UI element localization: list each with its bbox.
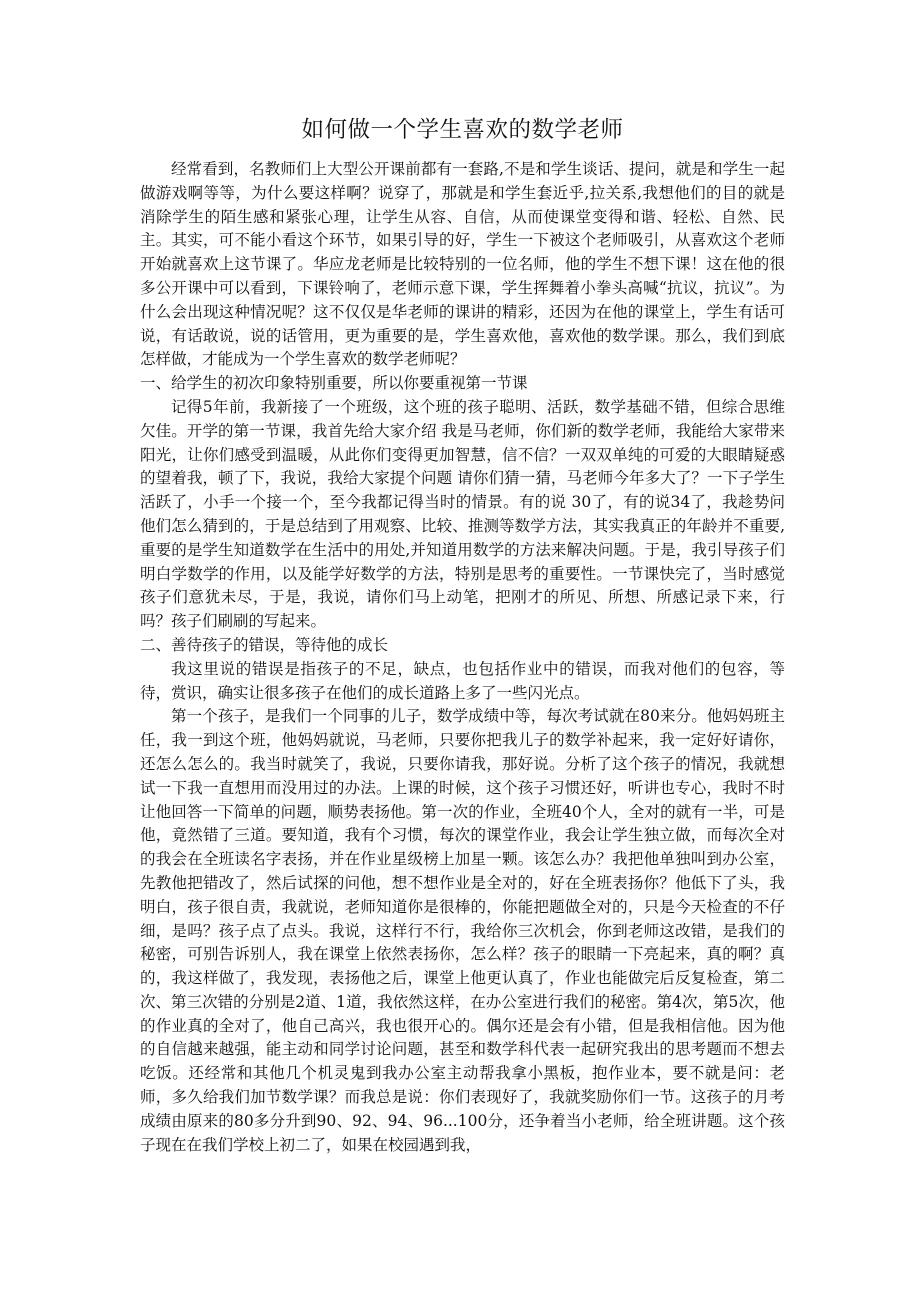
section-heading-1: 一、给学生的初次印象特别重要，所以你要重视第一节课 <box>140 374 528 393</box>
section-2-intro-paragraph: 我这里说的错误是指孩子的不足，缺点，也包括作业中的错误，而我对他们的包容，等待，赏识，确实让很多孩子在他们的成长道路上多了一些闪光点。 <box>140 659 785 702</box>
section-heading-2: 二、善待孩子的错误，等待他的成长 <box>140 635 389 654</box>
document-title: 如何做一个学生喜欢的数学老师 <box>301 117 624 143</box>
document-page <box>140 112 785 1157</box>
intro-paragraph: 经常看到，名教师们上大型公开课前都有一套路,不是和学生谈话、提问，就是和学生一起做游戏啊等等，为什么要这样啊？说穿了，那就是和学生套近乎,拉关系,我想他们的目的就是消除学生的陌生感和紧张心理，让学生从容、自信，从而使课堂变得和谐、轻松、自然、民主。其实，可不能小看这个环节，如果引导的好，学生一下被这个老师吸引，从喜欢这个老师开始就喜欢上这节课了。华应龙老师是比较特别的一位名师，他的学生不想下课！这在他的很多公开课中可以看到，下课铃响了，老师示意下课，学生挥舞着小拳头高喊“抗议，抗议”。为什么会出现这种情况呢？这不仅仅是华老师的课讲的精彩，还因为在他的课堂上，学生有话可说，有话敢说，说的话管用，更为重要的是，学生喜欢他，喜欢他的数学课。那么，我们到底怎样做，才能成为一个学生喜欢的数学老师呢？ <box>140 160 785 369</box>
section-1-paragraph: 记得5年前，我新接了一个班级，这个班的孩子聪明、活跃，数学基础不错，但综合思维欠佳。开学的第一节课，我首先给大家介绍 我是马老师，你们新的数学老师，我能给大家带来阳光，让你们感受到温暖，从此你们变得更加智慧，信不信？一双双单纯的可爱的大眼睛疑惑的望着我，顿了下，我说，我给大家提个问题 请你们猜一猜，马老师今年多大了？一下子学生活跃了，小手一个接一个，至今我都记得当时的情景。有的说 30了，有的说34了，我趁势问他们怎么猜到的，于是总结到了用观察、比较、推测等数学方法，其实我真正的年龄并不重要,重要的是学生知道数学在生活中的用处,并知道用数学的方法来解决问题。于是，我引导孩子们明白学数学的作用，以及能学好数学的方法，特别是思考的重要性。一节课快完了，当时感觉孩子们意犹未尽，于是，我说，请你们马上动笔，把刚才的所见、所想、所感记录下来，行吗？孩子们刷刷的写起来。 <box>140 397 785 631</box>
section-2-story-paragraph: 第一个孩子，是我们一个同事的儿子，数学成绩中等，每次考试就在80来分。他妈妈班主任，我一到这个班，他妈妈就说，马老师，只要你把我儿子的数学补起来，我一定好好请你，还怎么怎么的。我当时就笑了，我说，只要你请我，那好说。分析了这个孩子的情况，我就想试一下我一直想用而没用过的办法。上课的时候，这个孩子习惯还好，听讲也专心，我时不时让他回答一下简单的问题，顺势表扬他。第一次的作业，全班40个人，全对的就有一半，可是他，竟然错了三道。要知道，我有个习惯，每次的课堂作业，我会让学生独立做，而每次全对的我会在全班读名字表扬，并在作业星级榜上加星一颗。该怎么办？我把他单独叫到办公室，先教他把错改了，然后试探的问他，想不想作业是全对的，好在全班表扬你？他低下了头，我明白，孩子很自责，我就说，老师知道你是很棒的，你能把题做全对的，只是今天检查的不仔细，是吗？孩子点了点头。我说，这样行不行，我给你三次机会，你到老师这改错，是我们的秘密，可别告诉别人，我在课堂上依然表扬你，怎么样？孩子的眼睛一下亮起来，真的啊？真的，我这样做了，我发现，表扬他之后，课堂上他更认真了，作业也能做完后反复检查，第二次、第三次错的分别是2道、1道，我依然这样，在办公室进行我们的秘密。第4次，第5次，他的作业真的全对了，他自己高兴，我也很开心的。偶尔还是会有小错，但是我相信他。因为他的自信越来越强，能主动和同学讨论问题，甚至和数学科代表一起研究我出的思考题而不想去吃饭。还经常和其他几个机灵鬼到我办公室主动帮我拿小黑板，抱作业本，要不就是问：老师，多久给我们加节数学课？而我总是说：你们表现好了，我就奖励你们一节。这孩子的月考成绩由原来的80多分升到90、92、94、96...100分，还争着当小老师，给全班讲题。这个孩子现在在我们学校上初二了，如果在校园遇到我， <box>140 707 785 1154</box>
